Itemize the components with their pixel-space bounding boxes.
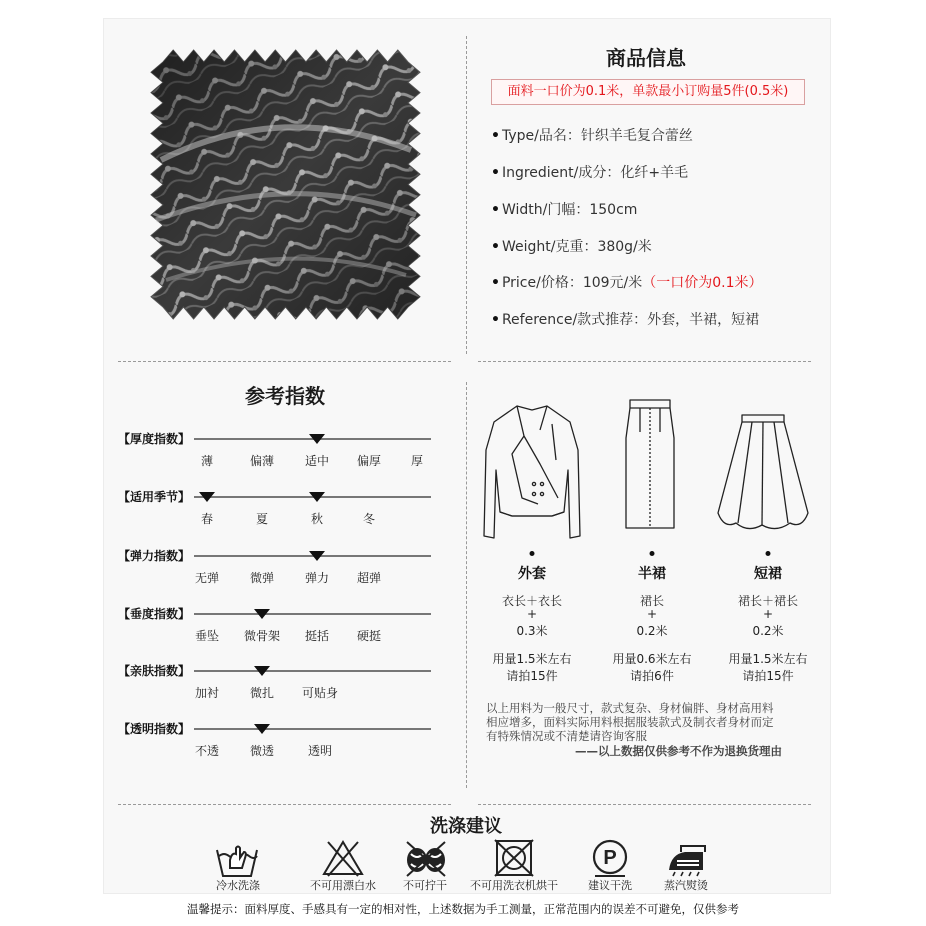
- index-track: [194, 670, 431, 672]
- index-option: 微弹: [249, 571, 275, 585]
- divider-vertical-top: [466, 36, 467, 354]
- index-label: 【厚度指数】: [118, 432, 191, 446]
- garment-usage-line: 请拍15件: [506, 669, 558, 683]
- garment-name: 外套: [518, 566, 546, 582]
- index-option: 可贴身: [301, 686, 339, 700]
- index-option: 微透: [249, 744, 275, 758]
- index-option: 弹力: [304, 571, 330, 585]
- garment-bullet: [766, 551, 771, 556]
- usage-note-line-3: 有特殊情况或不清楚请咨询客服: [486, 729, 647, 743]
- spec-ingredient: • Ingredient/成分：化纤+羊毛: [491, 165, 689, 181]
- svg-text:P: P: [603, 847, 617, 869]
- garment-usage-line: 请拍6件: [630, 669, 674, 683]
- garment-formula: +: [646, 607, 658, 621]
- divider-bottom-right: [478, 804, 811, 805]
- index-option: 超弹: [356, 571, 382, 585]
- index-marker-triangle: [254, 609, 270, 619]
- index-option: 薄: [200, 454, 214, 468]
- garment-bullet: [530, 551, 535, 556]
- garment-formula: 裙长＋裙长: [737, 594, 799, 608]
- index-option: 适中: [304, 454, 330, 468]
- garment-name: 半裙: [638, 566, 666, 582]
- spec-price: • Price/价格：109元/米（一口价为0.1米）: [491, 275, 763, 291]
- no-tumble-dry-icon: [491, 838, 537, 878]
- index-option: 垂坠: [194, 629, 220, 643]
- index-track: [194, 613, 431, 615]
- care-label-no-bleach: 不可用漂白水: [310, 879, 376, 892]
- index-label: 【垂度指数】: [118, 607, 191, 621]
- spec-type: • Type/品名：针织羊毛复合蕾丝: [491, 128, 693, 144]
- index-marker-triangle: [254, 724, 270, 734]
- index-option: 无弹: [194, 571, 220, 585]
- index-option: 秋: [310, 512, 324, 526]
- index-option: 微扎: [249, 686, 275, 700]
- care-label-dry-clean: 建议干洗: [588, 879, 632, 892]
- spec-width: • Width/门幅：150cm: [491, 202, 638, 218]
- no-wring-icon: [403, 838, 449, 878]
- index-marker-triangle: [309, 434, 325, 444]
- garment-formula: +: [526, 607, 538, 621]
- footer-tip: 温馨提示：面料厚度、手感具有一定的相对性，上述数据为手工测量，正常范围内的误差不可避免，仅供参考: [187, 902, 739, 916]
- index-option: 微骨架: [243, 629, 281, 643]
- index-option: 冬: [362, 512, 376, 526]
- usage-note-line-2: 相应增多，面料实际用料根据服装款式及制衣者身材而定: [486, 715, 774, 729]
- index-marker-triangle: [309, 492, 325, 502]
- garment-usage-line: 用量1.5米左右: [728, 652, 808, 666]
- steam-iron-icon: [663, 838, 709, 878]
- skirt-icon: [620, 398, 680, 532]
- garment-formula: 衣长＋衣长: [501, 594, 563, 608]
- garment-usage-line: 请拍15件: [742, 669, 794, 683]
- index-option: 春: [200, 512, 214, 526]
- care-title: 洗涤建议: [430, 816, 502, 837]
- care-label-steam-iron: 蒸汽熨烫: [664, 879, 708, 892]
- index-option: 厚: [410, 454, 424, 468]
- price-notice: 面料一口价为0.1米，单款最小订购量5件(0.5米): [491, 79, 805, 105]
- garment-name: 短裙: [754, 566, 782, 582]
- spec-reference: • Reference/款式推荐：外套，半裙，短裙: [491, 312, 760, 328]
- divider-right: [478, 361, 811, 362]
- spec-width-text: Width/门幅：150cm: [501, 202, 638, 218]
- divider-bottom-left: [118, 804, 451, 805]
- garment-formula: +: [762, 607, 774, 621]
- spec-price-highlight: （一口价为0.1米）: [642, 275, 763, 291]
- hand-wash-icon: [214, 838, 260, 878]
- spec-price-text: Price/价格：109元/米: [501, 275, 643, 291]
- dry-clean-icon: [587, 838, 633, 878]
- garment-formula: 0.3米: [516, 624, 548, 638]
- index-option: 不透: [194, 744, 220, 758]
- spec-weight: • Weight/克重：380g/米: [491, 239, 652, 255]
- index-option: 硬挺: [356, 629, 382, 643]
- index-option: 加衬: [194, 686, 220, 700]
- spec-reference-text: Reference/款式推荐：外套，半裙，短裙: [501, 312, 760, 328]
- garment-formula: 0.2米: [752, 624, 784, 638]
- usage-disclaimer: ——以上数据仅供参考不作为退换货理由: [575, 744, 782, 758]
- index-option: 夏: [255, 512, 269, 526]
- index-label: 【亲肤指数】: [118, 664, 191, 678]
- garment-formula: 裙长: [639, 594, 665, 608]
- care-label-no-tumble-dry: 不可用洗衣机烘干: [470, 879, 558, 892]
- index-marker-triangle: [254, 666, 270, 676]
- index-option: 透明: [307, 744, 333, 758]
- index-option: 偏薄: [249, 454, 275, 468]
- jacket-icon: [482, 400, 582, 542]
- reference-title: 参考指数: [245, 384, 325, 408]
- garment-usage-line: 用量0.6米左右: [612, 652, 692, 666]
- index-marker-triangle: [309, 551, 325, 561]
- index-marker-triangle: [199, 492, 215, 502]
- index-label: 【透明指数】: [118, 722, 191, 736]
- no-bleach-icon: [320, 838, 366, 878]
- index-label: 【适用季节】: [118, 490, 191, 504]
- fabric-swatch-image: [141, 40, 430, 329]
- garment-usage-line: 用量1.5米左右: [492, 652, 572, 666]
- garment-bullet: [650, 551, 655, 556]
- care-label-hand-wash: 冷水洗涤: [216, 879, 260, 892]
- product-info-title: 商品信息: [606, 46, 686, 70]
- index-label: 【弹力指数】: [118, 549, 191, 563]
- spec-ingredient-text: Ingredient/成分：化纤+羊毛: [501, 165, 689, 181]
- index-option: 偏厚: [356, 454, 382, 468]
- divider-left: [118, 361, 451, 362]
- spec-weight-text: Weight/克重：380g/米: [501, 239, 652, 255]
- usage-note-line-1: 以上用料为一般尺寸，款式复杂、身材偏胖、身材高用料: [486, 701, 774, 715]
- divider-vertical-middle: [466, 382, 467, 788]
- garment-formula: 0.2米: [636, 624, 668, 638]
- index-track: [194, 728, 431, 730]
- short-skirt-icon: [712, 413, 814, 537]
- care-label-no-wring: 不可拧干: [403, 879, 447, 892]
- index-option: 挺括: [304, 629, 330, 643]
- spec-type-text: Type/品名：针织羊毛复合蕾丝: [501, 128, 693, 144]
